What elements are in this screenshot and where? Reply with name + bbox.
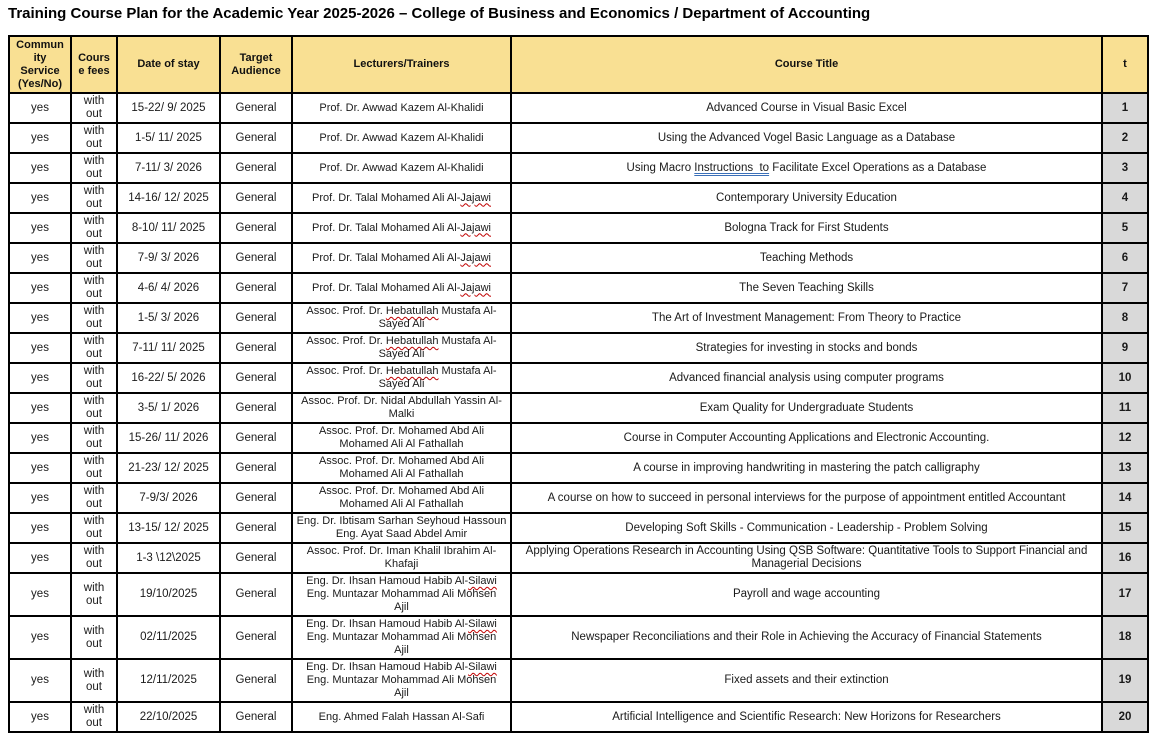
date-of-stay-cell: 14-16/ 12/ 2025 — [117, 183, 220, 213]
target-audience-cell: General — [220, 153, 292, 183]
date-of-stay-cell: 3-5/ 1/ 2026 — [117, 393, 220, 423]
course-title-cell: Applying Operations Research in Accounting Using QSB Software: Quantitative Tools to Support Financial and Managerial Decisions — [511, 543, 1102, 573]
target-audience-cell: General — [220, 702, 292, 732]
table-row — [9, 702, 1148, 732]
date-of-stay-cell: 15-26/ 11/ 2026 — [117, 423, 220, 453]
date-of-stay-cell: 12/11/2025 — [117, 659, 220, 702]
lecturers-cell: Eng. Dr. Ibtisam Sarhan Seyhoud Hassoun Eng. Ayat Saad Abdel Amir — [292, 513, 511, 543]
row-number-cell: 4 — [1102, 183, 1148, 213]
community-service-cell: yes — [9, 702, 71, 732]
course-title-cell: Fixed assets and their extinction — [511, 659, 1102, 702]
lecturers-cell: Assoc. Prof. Dr. Mohamed Abd Ali Mohamed Ali Al Fathallah — [292, 483, 511, 513]
course-title-cell: Exam Quality for Undergraduate Students — [511, 393, 1102, 423]
lecturers-cell: Eng. Ahmed Falah Hassan Al-Safi — [292, 702, 511, 732]
course-title-cell: Advanced financial analysis using computer programs — [511, 363, 1102, 393]
course-title-cell: Newspaper Reconciliations and their Role in Achieving the Accuracy of Financial Statements — [511, 616, 1102, 659]
date-of-stay-cell: 16-22/ 5/ 2026 — [117, 363, 220, 393]
lecturers-cell: Prof. Dr. Awwad Kazem Al-Khalidi — [292, 153, 511, 183]
target-audience-cell: General — [220, 183, 292, 213]
course-fees-cell: without — [71, 543, 117, 573]
lecturers-cell: Prof. Dr. Talal Mohamed Ali Al-Jajawi — [292, 273, 511, 303]
community-service-cell: yes — [9, 213, 71, 243]
course-fees-cell: without — [71, 453, 117, 483]
community-service-cell: yes — [9, 333, 71, 363]
table-row — [9, 513, 1148, 543]
community-service-cell: yes — [9, 183, 71, 213]
date-of-stay-cell: 1-5/ 3/ 2026 — [117, 303, 220, 333]
course-title-cell: Course in Computer Accounting Applications and Electronic Accounting. — [511, 423, 1102, 453]
target-audience-cell: General — [220, 363, 292, 393]
table-row — [9, 423, 1148, 453]
table-row — [9, 483, 1148, 513]
lecturers-cell: Prof. Dr. Awwad Kazem Al-Khalidi — [292, 123, 511, 153]
row-number-cell: 3 — [1102, 153, 1148, 183]
target-audience-cell: General — [220, 659, 292, 702]
community-service-cell: yes — [9, 243, 71, 273]
target-audience-cell: General — [220, 303, 292, 333]
row-number-cell: 12 — [1102, 423, 1148, 453]
table-row — [9, 573, 1148, 616]
date-of-stay-cell: 1-5/ 11/ 2025 — [117, 123, 220, 153]
target-audience-cell: General — [220, 543, 292, 573]
target-audience-cell: General — [220, 616, 292, 659]
course-fees-cell: without — [71, 243, 117, 273]
table-row — [9, 659, 1148, 702]
table-row — [9, 273, 1148, 303]
date-of-stay-cell: 1-3 \12\2025 — [117, 543, 220, 573]
lecturers-cell: Assoc. Prof. Dr. Iman Khalil Ibrahim Al- Khafaji — [292, 543, 511, 573]
community-service-cell: yes — [9, 483, 71, 513]
community-service-cell: yes — [9, 393, 71, 423]
lecturers-cell: Assoc. Prof. Dr. Nidal Abdullah Yassin Al- Malki — [292, 393, 511, 423]
course-title-cell: Artificial Intelligence and Scientific Research: New Horizons for Researchers — [511, 702, 1102, 732]
table-body — [9, 93, 1148, 732]
community-service-cell: yes — [9, 513, 71, 543]
row-number-cell: 19 — [1102, 659, 1148, 702]
course-fees-cell: without — [71, 702, 117, 732]
table-row — [9, 93, 1148, 123]
course-title-cell: Contemporary University Education — [511, 183, 1102, 213]
target-audience-cell: General — [220, 573, 292, 616]
row-number-cell: 13 — [1102, 453, 1148, 483]
header-lecturers-trainers: Lecturers/Trainers — [292, 36, 511, 93]
row-number-cell: 6 — [1102, 243, 1148, 273]
course-fees-cell: without — [71, 213, 117, 243]
course-title-cell: The Art of Investment Management: From Theory to Practice — [511, 303, 1102, 333]
lecturers-cell: Prof. Dr. Talal Mohamed Ali Al-Jajawi — [292, 243, 511, 273]
course-title-cell: Teaching Methods — [511, 243, 1102, 273]
header-course-fees: Course fees — [71, 36, 117, 93]
course-title-cell: Developing Soft Skills - Communication - Leadership - Problem Solving — [511, 513, 1102, 543]
row-number-cell: 18 — [1102, 616, 1148, 659]
course-fees-cell: without — [71, 423, 117, 453]
table-row — [9, 333, 1148, 363]
community-service-cell: yes — [9, 363, 71, 393]
lecturers-cell: Prof. Dr. Talal Mohamed Ali Al-Jajawi — [292, 213, 511, 243]
lecturers-cell: Assoc. Prof. Dr. Mohamed Abd Ali Mohamed Ali Al Fathallah — [292, 453, 511, 483]
row-number-cell: 9 — [1102, 333, 1148, 363]
table-row — [9, 303, 1148, 333]
course-title-cell: Payroll and wage accounting — [511, 573, 1102, 616]
course-fees-cell: without — [71, 183, 117, 213]
course-fees-cell: without — [71, 573, 117, 616]
community-service-cell: yes — [9, 93, 71, 123]
row-number-cell: 15 — [1102, 513, 1148, 543]
course-title-cell: Using Macro Instructions to Facilitate Excel Operations as a Database — [511, 153, 1102, 183]
header-target-audience: Target Audience — [220, 36, 292, 93]
date-of-stay-cell: 7-9/ 3/ 2026 — [117, 243, 220, 273]
lecturers-cell: Assoc. Prof. Dr. Hebatullah Mustafa Al- Sayed Ali — [292, 363, 511, 393]
course-fees-cell: without — [71, 659, 117, 702]
lecturers-cell: Eng. Dr. Ihsan Hamoud Habib Al-Silawi Eng. Muntazar Mohammad Ali Mohsen Ajil — [292, 573, 511, 616]
target-audience-cell: General — [220, 333, 292, 363]
table-row — [9, 543, 1148, 573]
community-service-cell: yes — [9, 453, 71, 483]
table-row — [9, 616, 1148, 659]
row-number-cell: 7 — [1102, 273, 1148, 303]
course-fees-cell: without — [71, 513, 117, 543]
target-audience-cell: General — [220, 483, 292, 513]
lecturers-cell: Assoc. Prof. Dr. Mohamed Abd Ali Mohamed Ali Al Fathallah — [292, 423, 511, 453]
date-of-stay-cell: 22/10/2025 — [117, 702, 220, 732]
header-row — [9, 36, 1148, 93]
community-service-cell: yes — [9, 573, 71, 616]
course-fees-cell: without — [71, 273, 117, 303]
date-of-stay-cell: 7-11/ 3/ 2026 — [117, 153, 220, 183]
course-title-cell: A course in improving handwriting in mastering the patch calligraphy — [511, 453, 1102, 483]
training-plan-table — [8, 35, 1149, 733]
community-service-cell: yes — [9, 423, 71, 453]
date-of-stay-cell: 4-6/ 4/ 2026 — [117, 273, 220, 303]
lecturers-cell: Assoc. Prof. Dr. Hebatullah Mustafa Al- Sayed Ali — [292, 303, 511, 333]
lecturers-cell: Prof. Dr. Awwad Kazem Al-Khalidi — [292, 93, 511, 123]
date-of-stay-cell: 19/10/2025 — [117, 573, 220, 616]
target-audience-cell: General — [220, 123, 292, 153]
date-of-stay-cell: 8-10/ 11/ 2025 — [117, 213, 220, 243]
community-service-cell: yes — [9, 303, 71, 333]
course-fees-cell: without — [71, 303, 117, 333]
target-audience-cell: General — [220, 393, 292, 423]
header-date-of-stay: Date of stay — [117, 36, 220, 93]
row-number-cell: 20 — [1102, 702, 1148, 732]
table-row — [9, 453, 1148, 483]
header-community-service: Community Service (Yes/No) — [9, 36, 71, 93]
date-of-stay-cell: 13-15/ 12/ 2025 — [117, 513, 220, 543]
target-audience-cell: General — [220, 513, 292, 543]
course-title-cell: A course on how to succeed in personal interviews for the purpose of appointment entitled Accountant — [511, 483, 1102, 513]
table-row — [9, 213, 1148, 243]
course-fees-cell: without — [71, 333, 117, 363]
row-number-cell: 2 — [1102, 123, 1148, 153]
course-fees-cell: without — [71, 93, 117, 123]
community-service-cell: yes — [9, 616, 71, 659]
table-row — [9, 363, 1148, 393]
course-fees-cell: without — [71, 123, 117, 153]
course-fees-cell: without — [71, 363, 117, 393]
course-title-cell: The Seven Teaching Skills — [511, 273, 1102, 303]
course-fees-cell: without — [71, 616, 117, 659]
table-row — [9, 243, 1148, 273]
date-of-stay-cell: 7-11/ 11/ 2025 — [117, 333, 220, 363]
target-audience-cell: General — [220, 243, 292, 273]
community-service-cell: yes — [9, 543, 71, 573]
target-audience-cell: General — [220, 93, 292, 123]
date-of-stay-cell: 7-9/3/ 2026 — [117, 483, 220, 513]
table-row — [9, 183, 1148, 213]
row-number-cell: 14 — [1102, 483, 1148, 513]
row-number-cell: 10 — [1102, 363, 1148, 393]
row-number-cell: 17 — [1102, 573, 1148, 616]
course-fees-cell: without — [71, 153, 117, 183]
community-service-cell: yes — [9, 273, 71, 303]
date-of-stay-cell: 15-22/ 9/ 2025 — [117, 93, 220, 123]
header-course-title: Course Title — [511, 36, 1102, 93]
row-number-cell: 16 — [1102, 543, 1148, 573]
course-title-cell: Strategies for investing in stocks and bonds — [511, 333, 1102, 363]
document-title: Training Course Plan for the Academic Year 2025-2026 – College of Business and Economics / Department of Accounting — [8, 5, 871, 22]
course-fees-cell: without — [71, 483, 117, 513]
community-service-cell: yes — [9, 153, 71, 183]
target-audience-cell: General — [220, 273, 292, 303]
target-audience-cell: General — [220, 213, 292, 243]
community-service-cell: yes — [9, 123, 71, 153]
date-of-stay-cell: 02/11/2025 — [117, 616, 220, 659]
target-audience-cell: General — [220, 453, 292, 483]
lecturers-cell: Prof. Dr. Talal Mohamed Ali Al-Jajawi — [292, 183, 511, 213]
date-of-stay-cell: 21-23/ 12/ 2025 — [117, 453, 220, 483]
lecturers-cell: Eng. Dr. Ihsan Hamoud Habib Al-Silawi Eng. Muntazar Mohammad Ali Mohsen Ajil — [292, 659, 511, 702]
row-number-cell: 8 — [1102, 303, 1148, 333]
community-service-cell: yes — [9, 659, 71, 702]
course-title-cell: Using the Advanced Vogel Basic Language as a Database — [511, 123, 1102, 153]
target-audience-cell: General — [220, 423, 292, 453]
row-number-cell: 11 — [1102, 393, 1148, 423]
lecturers-cell: Assoc. Prof. Dr. Hebatullah Mustafa Al- Sayed Ali — [292, 333, 511, 363]
course-title-cell: Advanced Course in Visual Basic Excel — [511, 93, 1102, 123]
header-row-number: t — [1102, 36, 1148, 93]
row-number-cell: 5 — [1102, 213, 1148, 243]
row-number-cell: 1 — [1102, 93, 1148, 123]
course-title-cell: Bologna Track for First Students — [511, 213, 1102, 243]
lecturers-cell: Eng. Dr. Ihsan Hamoud Habib Al-Silawi Eng. Muntazar Mohammad Ali Mohsen Ajil — [292, 616, 511, 659]
table-row — [9, 153, 1148, 183]
table-row — [9, 123, 1148, 153]
course-fees-cell: without — [71, 393, 117, 423]
table-row — [9, 393, 1148, 423]
table-header — [9, 36, 1148, 93]
